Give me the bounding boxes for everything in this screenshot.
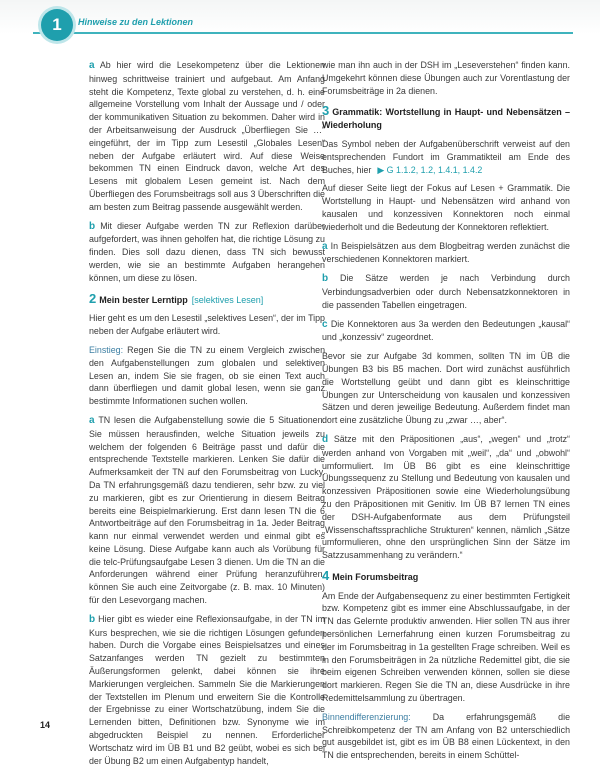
paragraph-text: wie man ihn auch in der DSH im „Leseverstehen“ finden kann. Umgekehrt können diese Übungen auch zur Vorentlastung der Forumsbeiträge in 2a dienen.: [322, 60, 570, 96]
section-title: Grammatik: Wortstellung in Haupt- und Nebensätzen – Wiederholung: [322, 107, 570, 131]
paragraph-text: Hier gibt es wieder eine Reflexionsaufgabe, in der TN im Kurs besprechen, wie sie die richtigen Lösungen gefunden haben. Durch die Vorgabe eines Beispielsatzes und eines Satzanfanges werden TN gezielt zu bestimmten Äußerungsformen gelenkt, dabei können sie ihre Markierungen vergleichen. Sammeln Sie die Markierungen der Textstellen im Plenum und erweitern Sie die Kontrolle der Ergebnisse zu einer Wortschatzübung, indem Sie die Lernenden bitten, Definitionen bzw. Synonyme wie im abgedruckten Beispiel zu nennen. Erforderlicher Wortschatz wird im ÜB B1 und B2 geübt, wobei es sich bei der Übung B2 um einen Aufgabentyp handelt,: [89, 613, 325, 766]
paragraph-3b: [322, 272, 570, 311]
right-column: [322, 59, 570, 768]
keyword-label: Binnendifferenzierung:: [322, 711, 411, 722]
paragraph-text: Hier geht es um den Lesestil „selektives Lesen“, der im Tipp neben der Aufgabe erläutert wird.: [89, 313, 325, 337]
item-label: a: [89, 60, 95, 71]
paragraph-text: In Beispielsätzen aus dem Blogbeitrag werden zunächst die verschiedenen Konnektoren markiert.: [322, 240, 570, 265]
paragraph-2b: [89, 613, 325, 768]
paragraph-continued: [322, 59, 570, 97]
paragraph-einstieg: [89, 344, 325, 408]
paragraph-forum: [322, 590, 570, 705]
paragraph-1a: [89, 59, 325, 214]
paragraph-3a: [322, 240, 570, 267]
section-number: 4: [322, 567, 330, 583]
item-label: a: [322, 240, 328, 252]
paragraph-3d: [322, 433, 570, 562]
paragraph-text: Bevor sie zur Aufgabe 3d kommen, sollten TN im ÜB die Übungen B3 bis B5 machen. Dort wird zunächst ausführlich die Wortstellung geübt und dann gibt es kleinschrittige Übungen zur Unterscheidung von kausalen und konzessiven Sätzen und deren jeweilige Bedeutung. Außerdem findet man dort eine zusätzliche Übung zu „zwar …, aber“.: [322, 351, 570, 426]
section-title: Mein Forumsbeitrag: [332, 571, 419, 582]
section-title: Mein bester Lerntipp: [99, 294, 188, 305]
section-tag: [selektives Lesen]: [191, 294, 264, 305]
section-heading-2: [89, 290, 325, 307]
paragraph-text: Die Konnektoren aus 3a werden den Bedeutungen „kausal“ und „konzessiv“ zugeordnet.: [322, 318, 570, 343]
paragraph-text: Regen Sie die TN zu einem Vergleich zwischen den Aufgabenstellungen zum globalen und selektiven Lesen an, indem Sie sie fragen, ob sie einen Text auch dann überfliegen und damit global lesen, wenn sie ganz bestimmte Informationen suchen wollen.: [89, 344, 326, 407]
paragraph-focus: [322, 182, 570, 233]
grammar-reference: ▶ G 1.1.2, 1.2, 1.4.1, 1.4.2: [377, 164, 483, 175]
paragraph-1b: [89, 220, 325, 285]
paragraph-text: Da erfahrungsgemäß die Schreibkompetenz der TN am Anfang von B2 unterschiedlich gut ausgebildet ist, gibt es im ÜB B8 einen Lückentext, in den TN die entsprechenden, bereits in einem Schüttel-: [322, 711, 571, 761]
item-label: b: [89, 220, 96, 232]
paragraph-3c: [322, 318, 570, 345]
page-number: 14: [40, 720, 51, 730]
keyword-label: Einstieg:: [89, 344, 124, 355]
section-number: 2: [89, 290, 97, 306]
header-rule: [33, 32, 573, 34]
paragraph-before-3d: [322, 350, 570, 427]
paragraph-intro: [89, 312, 325, 338]
paragraph-text: TN lesen die Aufgabenstellung sowie die 5 Situationen. Sie müssen herausfinden, welche Situation jeweils zu welchem der folgenden 6 Beiträge passt und dafür die entsprechende Textstelle markieren. Lenken Sie dafür die Aufmerksamkeit der TN auf den Forumsbeitrag von Lucky. Da TN erfahrungsgemäß dazu tendieren, sehr bzw. zu viel zu markieren, gibt es zur Orientierung in diesem Beitrag bereits eine Beispielmarkierung. Erst dann lesen TN die 6 Antwortbeiträge auf den Forumsbeitrag in 1a. Jeder Beitrag kann nur einmal verwendet werden und einmal gibt es keine Lösung. Diese Aufgabe kann auch als Vorübung für die telc-Prüfungsaufgabe Lesen 3 dienen. Um die TN an die Anforderungen während einer Prüfung heranzuführen, können Sie auch eine Zeitvorgabe (z. B. max. 10 Minuten) für den Lesevorgang machen.: [89, 414, 325, 606]
item-label: d: [322, 433, 329, 445]
paragraph-symbol: [322, 138, 570, 176]
chapter-badge: 1: [41, 9, 73, 41]
section-heading-4: [322, 567, 570, 584]
item-label: a: [89, 414, 95, 426]
paragraph-text: Die Sätze werden je nach Verbindung durch Verbindungsadverbien oder durch Nebensatzkonnektoren in die passenden Tabellen eingetragen.: [322, 273, 570, 310]
paragraph-binnendifferenzierung: [322, 711, 570, 762]
paragraph-text: Auf dieser Seite liegt der Fokus auf Lesen + Grammatik. Die Wortstellung in Haupt- und Nebensätzen wird anhand von kausalen und konzessiven Konnektoren noch einmal wiederholt und die Bedeutung der Konnektoren reflektiert.: [322, 183, 570, 232]
section-number: 3: [322, 103, 330, 119]
paragraph-text: Mit dieser Aufgabe werden TN zur Reflexion darüber aufgefordert, was ihnen geholfen hat, die richtige Lösung zu finden. Dies soll dazu dienen, dass TN sich bewusst werden, wie sie an bestimmte Aufgaben herangehen können, um diese zu lösen.: [89, 220, 325, 283]
paragraph-text: Sätze mit den Präpositionen „aus“, „wegen“ und „trotz“ werden anhand von Vorgaben mit „weil“, „da“ und „obwohl“ umformuliert. Im ÜB B6 gibt es eine kleinschrittige Übungssequenz zu Stellung und Bedeutung von kausalen und konzessiven Präpositionen sowie eine Wiederholungsübung zu den Präpositionen mit Genitiv. Im ÜB B7 lernen TN eines der DSH-Aufgabenformate aus dem Prüfungsteil „Wissenschaftssprachliche Strukturen“ kennen, nämlich „Sätze umformulieren, ohne den ursprünglichen Sinn der Sätze im Satzzusammenhang zu verändern.“: [322, 433, 571, 561]
paragraph-text: Ab hier wird die Lesekompetenz über die Lektionen hinweg schrittweise trainiert und aufgebaut. Am Anfang steht die Kompetenz, Texte global zu verstehen, d. h. eine allgemeine Vorstellung vom Inhalt der Aussage und / oder der kommunikativen Situation zu bekommen. Daher wird in der Arbeitsanweisung der Ausdruck „Überfliegen Sie …“ eingeführt, der im Tipp zum Lesestil „Globales Lesen“ neben der Aufgabe erläutert wird. Auf diese Weise bekommen TN einen Eindruck davon, welche Art des Lesens mit globalem Lesen gemeint ist. Nach dem Überfliegen des Forumsbeitrags soll aus 3 Überschriften die am besten zum Beitrag passende ausgewählt werden.: [89, 60, 325, 212]
paragraph-text: Das Symbol neben der Aufgabenüberschrift verweist auf den entsprechenden Fundort im Grammatikteil am Ende des Buches, hier: [322, 138, 570, 175]
item-label: b: [322, 273, 329, 285]
header-title: Hinweise zu den Lektionen: [78, 17, 194, 27]
paragraph-text: Am Ende der Aufgabensequenz zu einer bestimmten Fertigkeit bzw. Kompetenz gibt es immer eine Abschlussaufgabe, in der TN das Gelernte produktiv anwenden. Hier sollen TN aus ihrer persönlichen Lernerfahrung einen kurzen Forumsbeitrag zu der im Forumsbeitrag in 1a gestellten Frage schreiben. Weil es in den Forumsbeiträgen in 2a nützliche Redemittel gibt, die sie beim eigenen Schreiben verwenden können, sollen sie diese dort markieren. Regen Sie die TN an, diese Ausdrücke in ihre Redemittelsammlung zu übertragen.: [322, 590, 570, 704]
left-column: [89, 59, 325, 773]
item-label: c: [322, 318, 328, 330]
section-heading-3: [322, 105, 570, 132]
item-label: b: [89, 613, 96, 625]
paragraph-2a: [89, 414, 325, 607]
